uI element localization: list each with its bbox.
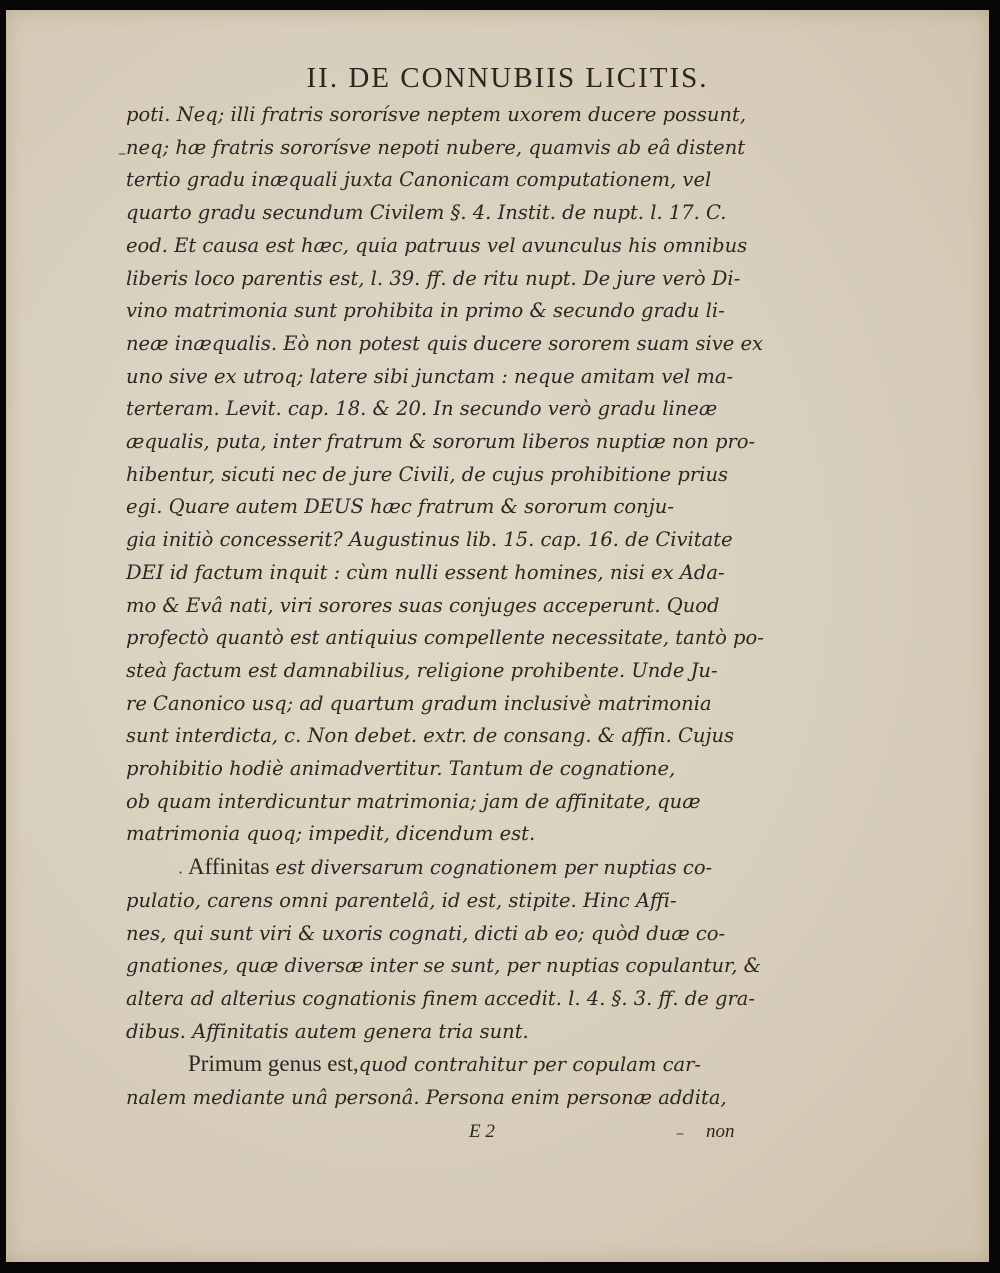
text-line: æqualis, puta, inter fratrum & sororum liberos nuptiæ non pro- xyxy=(126,430,756,454)
running-head: II. DE CONNUBIIS LICITIS. xyxy=(306,62,709,94)
text-line: hibentur, sicuti nec de jure Civili, de cujus prohibitione prius xyxy=(126,462,729,486)
text-line: ob quam interdicuntur matrimonia; jam de affinitate, quæ xyxy=(126,789,701,813)
text-line: nes, qui sunt viri & uxoris cognati, dicti ab eo; quòd duæ co- xyxy=(126,921,726,945)
text-line: mo & Evâ nati, viri sorores suas conjuges acceperunt. Quod xyxy=(126,593,720,617)
signature-mark: E 2 xyxy=(469,1121,495,1142)
text-line: terteram. Levit. cap. 18. & 20. In secundo verò gradu lineæ xyxy=(126,397,718,421)
body-text xyxy=(126,99,776,1115)
text-line: re Canonico usq; ad quartum gradum inclusivè matrimonia xyxy=(126,691,712,715)
text-line: eod. Et causa est hæc, quia patruus vel avunculus his omnibus xyxy=(126,233,748,257)
margin-mark: – xyxy=(118,143,126,162)
text-line: nalem mediante unâ personâ. Persona enim personæ addita, xyxy=(126,1086,727,1110)
text-line: gnationes, quæ diversæ inter se sunt, per nuptias copulantur, & xyxy=(126,954,761,978)
text-line: quarto gradu secundum Civilem §. 4. Instit. de nupt. l. 17. C. xyxy=(126,201,727,225)
text-line: matrimonia quoq; impedit, dicendum est. xyxy=(126,822,536,846)
paragraph-start xyxy=(126,1048,776,1082)
text-line: prohibitio hodiè animadvertitur. Tantum de cognatione, xyxy=(126,757,676,781)
text-line: DEI id factum inquit : cùm nulli essent homines, nisi ex Ada- xyxy=(126,560,725,584)
paragraph-lead: Affinitas xyxy=(188,854,270,880)
text-line: liberis loco parentis est, l. 39. ff. de ritu nupt. De jure verò Di- xyxy=(126,266,741,290)
text-line: vino matrimonia sunt prohibita in primo & secundo gradu li- xyxy=(126,299,725,323)
text-line: altera ad alterius cognationis finem accedit. l. 4. §. 3. ff. de gra- xyxy=(126,986,755,1010)
text-line: pulatio, carens omni parentelâ, id est, stipite. Hinc Affi- xyxy=(126,888,677,912)
text-line: dibus. Affinitatis autem genera tria sunt. xyxy=(126,1019,529,1043)
margin-mark: · xyxy=(178,863,184,882)
paragraph-start xyxy=(126,851,776,885)
text-line: quod contrahitur per copulam car- xyxy=(358,1053,702,1077)
margin-mark: – xyxy=(676,1123,684,1142)
text-line: steà factum est damnabilius, religione prohibente. Unde Ju- xyxy=(126,658,718,682)
text-line: gia initiò concesserit? Augustinus lib. 15. cap. 16. de Civitate xyxy=(126,528,733,552)
paragraph-lead: Primum genus est, xyxy=(188,1051,359,1077)
text-line: sunt interdicta, c. Non debet. extr. de consang. & affin. Cujus xyxy=(126,724,735,748)
text-line: neæ inæqualis. Eò non potest quis ducere sororem suam sive ex xyxy=(126,331,763,355)
text-line: profectò quantò est antiquius compellente necessitate, tantò po- xyxy=(126,626,764,650)
book-page xyxy=(6,10,989,1262)
text-line: egi. Quare autem DEUS hæc fratrum & sororum conju- xyxy=(126,495,674,519)
text-line: est diversarum cognationem per nuptias co- xyxy=(269,856,713,880)
text-line: poti. Neq; illi fratris sororísve neptem uxorem ducere possunt, xyxy=(126,103,747,126)
page-footer xyxy=(6,1121,989,1151)
text-line: tertio gradu inæquali juxta Canonicam computationem, vel xyxy=(126,168,712,192)
text-line: uno sive ex utroq; latere sibi junctam : neque amitam vel ma- xyxy=(126,364,734,388)
catchword: non xyxy=(706,1121,735,1142)
text-line: neq; hæ fratris sororísve nepoti nubere, quamvis ab eâ distent xyxy=(126,135,746,159)
